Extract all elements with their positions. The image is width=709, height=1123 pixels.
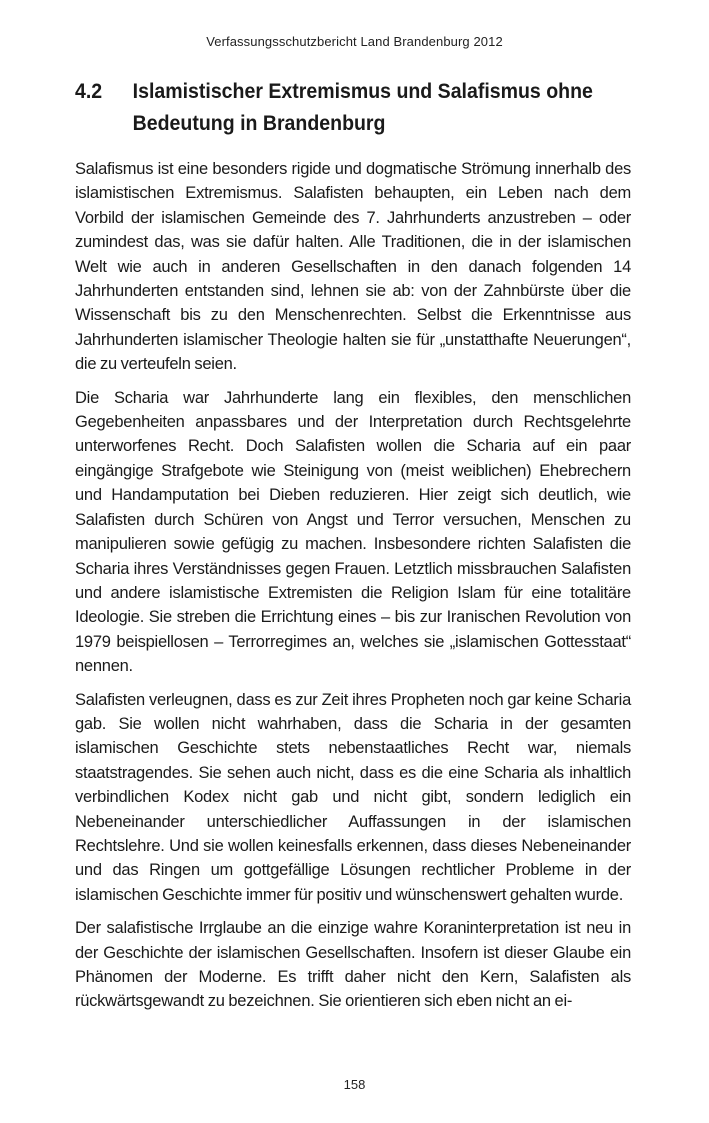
paragraph: Salafismus ist eine besonders rigide und dogmatische Strömung innerhalb des islamistischen Extremismus. Salafisten behaupten, ein Leben nach dem Vorbild der islamischen Gemeinde des 7. Jahrhunderts anzustreben – oder zumindest das, was sie dafür halten. Alle Traditionen, die in der islamischen Welt wie auch in anderen Gesellschaften in den danach folgenden 14 Jahrhunderten entstanden sind, lehnen sie ab: von der Zahnbürste über die Wissenschaft bis zu den Menschenrechten. Selbst die Erkenntnisse aus Jahrhunderten islamischer Theologie halten sie für „unstatthafte Neuerungen“, die zu verteufeln seien. [75, 160, 631, 374]
paragraph: Salafisten verleugnen, dass es zur Zeit ihres Propheten noch gar keine Scharia gab. Sie wollen nicht wahrhaben, dass die Scharia in der gesamten islamischen Geschichte stets nebenstaatliches Recht war, niemals staatstragendes. Sie sehen auch nicht, dass es die eine Scharia als inhaltlich verbindlichen Kodex nicht gab und nicht gibt, sondern lediglich ein Nebeneinander unterschiedlicher Auffassungen in der islamischen Rechtslehre. Und sie wollen keinesfalls erkennen, dass dieses Nebeneinander und das Ringen um gottgefällige Lösungen rechtlicher Probleme in der islamischen Geschichte immer für positiv und wünschenswert gehalten wurde. [75, 690, 631, 904]
paragraph: Die Scharia war Jahrhunderte lang ein flexibles, den menschlichen Gegebenheiten anpassbares und der Interpretation durch Rechtsgelehrte unterworfenes Recht. Doch Salafisten wollen die Scharia auf ein paar eingängige Strafgebote wie Steinigung von (meist weiblichen) Ehebrechern und Handamputation bei Dieben reduzieren. Hier zeigt sich deutlich, wie Salafisten durch Schüren von Angst und Terror versuchen, Menschen zu manipulieren sowie gefügig zu machen. Insbesondere richten Salafisten die Scharia ihres Verständnisses gegen Frauen. Letztlich missbrauchen Salafisten und andere islamistische Extremisten die Religion Islam für eine totalitäre Ideologie. Sie streben die Errichtung eines – bis zur Iranischen Revolution von 1979 beispiellosen – Terrorregimes an, welches sie „islamischen Gottesstaat“ nennen. [75, 388, 631, 676]
section-number: 4.2 [75, 80, 103, 103]
page-number: 158 [343, 1077, 366, 1092]
paragraph: Der salafistische Irrglaube an die einzige wahre Koraninterpretation ist neu in der Geschichte der islamischen Gesellschaften. Insofern ist dieser Glaube ein Phänomen der Moderne. Es trifft daher nicht den Kern, Salafisten als rückwärtsgewandt zu bezeichnen. Sie orientieren sich eben nicht an ei- [75, 919, 631, 1011]
body-text [75, 157, 631, 1023]
section-title: Islamistischer Extremismus und Salafismus ohne Bedeutung in Brandenburg [132, 80, 593, 135]
section-heading [75, 76, 605, 140]
running-header: Verfassungsschutzbericht Land Brandenburg 2012 [206, 34, 503, 49]
